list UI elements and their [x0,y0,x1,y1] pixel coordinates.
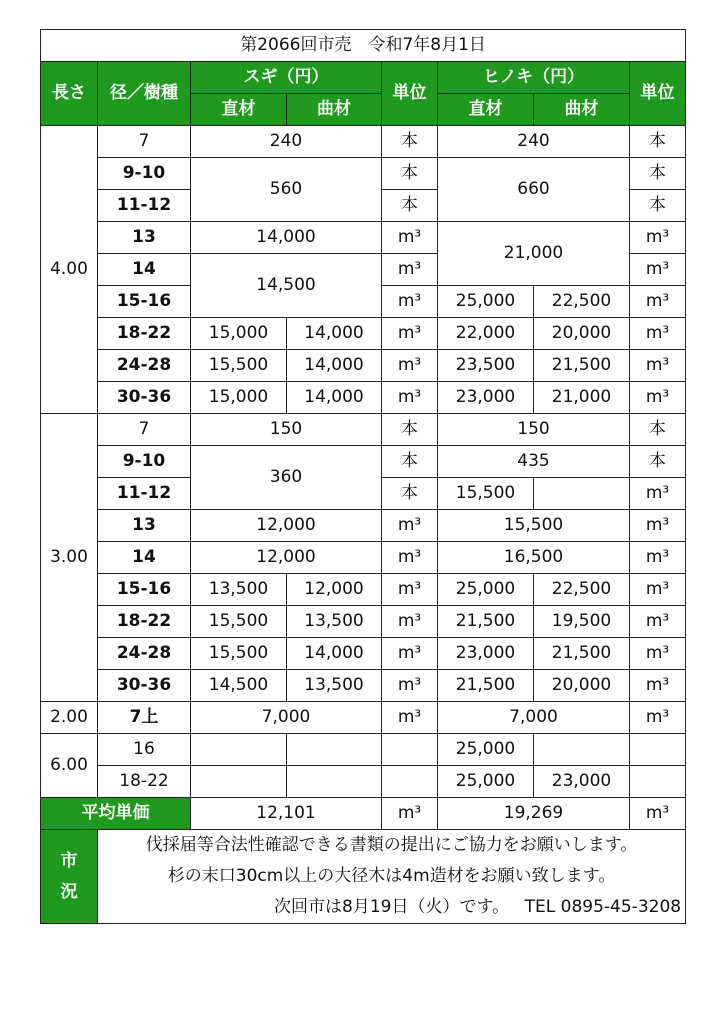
sugi-header: スギ（円） [191,62,382,94]
sugi-straight-price: 13,500 [191,574,287,606]
diameter-cell: 7 [98,126,191,158]
diameter-cell: 9-10 [98,158,191,190]
table-row [41,126,686,158]
sugi-curved-price [287,734,382,766]
hinoki-unit [630,766,686,798]
table-row [41,318,686,350]
sugi-unit: m³ [382,222,438,254]
diameter-cell: 13 [98,510,191,542]
hinoki-unit: m³ [630,574,686,606]
table-row [41,350,686,382]
diameter-cell: 11-12 [98,190,191,222]
length-header: 長さ [41,62,98,126]
hinoki-straight-header: 直材 [438,94,534,126]
hinoki-curved-price: 21,500 [534,638,630,670]
price-sheet [40,29,685,924]
diameter-cell: 30-36 [98,382,191,414]
diameter-cell: 18-22 [98,606,191,638]
hinoki-curved-price: 23,000 [534,766,630,798]
sugi-curved-price: 13,500 [287,670,382,702]
sugi-unit: 本 [382,190,438,222]
sugi-straight-price: 15,500 [191,638,287,670]
sugi-curved-price: 14,000 [287,350,382,382]
sugi-unit: m³ [382,542,438,574]
hinoki-unit: m³ [630,382,686,414]
hinoki-price: 660 [438,158,630,222]
hinoki-unit: m³ [630,254,686,286]
hinoki-price: 7,000 [438,702,630,734]
table-row [41,414,686,446]
sugi-unit: m³ [382,318,438,350]
hinoki-unit: m³ [630,222,686,254]
diameter-cell: 24-28 [98,638,191,670]
hinoki-curved-price [534,734,630,766]
sugi-unit: m³ [382,638,438,670]
hinoki-price: 15,500 [438,510,630,542]
hinoki-straight-price: 21,500 [438,606,534,638]
hinoki-straight-price: 25,000 [438,574,534,606]
sugi-unit: 本 [382,414,438,446]
average-label: 平均単価 [41,798,191,830]
sugi-unit [382,734,438,766]
hinoki-unit: m³ [630,542,686,574]
hinoki-straight-price: 23,000 [438,638,534,670]
sugi-straight-price: 15,000 [191,382,287,414]
hinoki-unit: m³ [630,318,686,350]
hinoki-straight-price: 25,000 [438,766,534,798]
sugi-unit [382,766,438,798]
table-row [41,222,686,254]
length-cell: 3.00 [41,414,98,702]
table-row [41,382,686,414]
diameter-cell: 24-28 [98,350,191,382]
sugi-price: 360 [191,446,382,510]
length-cell: 4.00 [41,126,98,414]
sugi-price: 150 [191,414,382,446]
hinoki-unit: m³ [630,670,686,702]
note-line: 伐採届等合法性確認できる書類の提出にご協力をお願いします。 [145,835,638,855]
sugi-straight-price: 15,500 [191,606,287,638]
sugi-unit: m³ [382,254,438,286]
table-row [41,670,686,702]
sugi-price: 12,000 [191,542,382,574]
diameter-cell: 30-36 [98,670,191,702]
length-cell: 2.00 [41,702,98,734]
market-label-1: 市 [60,850,78,871]
hinoki-curved-price: 20,000 [534,318,630,350]
hinoki-unit: 本 [630,190,686,222]
hinoki-header: ヒノキ（円） [438,62,630,94]
hinoki-curved-price: 19,500 [534,606,630,638]
hinoki-price: 435 [438,446,630,478]
diameter-cell: 15-16 [98,286,191,318]
sugi-unit: m³ [382,702,438,734]
hinoki-curved-header: 曲材 [534,94,630,126]
sugi-unit-header: 単位 [382,62,438,126]
sugi-unit: m³ [382,670,438,702]
hinoki-straight-price: 23,000 [438,382,534,414]
diameter-cell: 13 [98,222,191,254]
sugi-price: 560 [191,158,382,222]
sugi-unit: 本 [382,126,438,158]
hinoki-straight-price: 21,500 [438,670,534,702]
sugi-curved-price: 14,000 [287,382,382,414]
sugi-curved-price: 12,000 [287,574,382,606]
sugi-unit: 本 [382,158,438,190]
hinoki-average: 19,269 [438,798,630,830]
hinoki-unit: 本 [630,126,686,158]
hinoki-unit: 本 [630,158,686,190]
sugi-curved-price: 14,000 [287,318,382,350]
diameter-cell: 15-16 [98,574,191,606]
diameter-cell: 14 [98,542,191,574]
length-cell: 6.00 [41,734,98,798]
table-row [41,766,686,798]
price-table [40,29,686,924]
hinoki-unit: m³ [630,510,686,542]
diameter-cell: 11-12 [98,478,191,510]
hinoki-straight-price: 15,500 [438,478,534,510]
sugi-curved-header: 曲材 [287,94,382,126]
sugi-unit: m³ [382,286,438,318]
sugi-unit: m³ [382,382,438,414]
sugi-price: 240 [191,126,382,158]
sugi-unit: m³ [382,606,438,638]
hinoki-unit: 本 [630,414,686,446]
hinoki-unit: m³ [630,798,686,830]
sugi-straight-price: 15,500 [191,350,287,382]
hinoki-curved-price: 20,000 [534,670,630,702]
sugi-straight-price [191,766,287,798]
table-row [41,510,686,542]
average-row [41,798,686,830]
hinoki-curved-price: 22,500 [534,286,630,318]
hinoki-unit: m³ [630,286,686,318]
sugi-unit: m³ [382,574,438,606]
market-notes [98,830,686,924]
diameter-cell: 7 [98,414,191,446]
diameter-cell: 18-22 [98,766,191,798]
table-row [41,734,686,766]
hinoki-price: 150 [438,414,630,446]
telephone: TEL 0895-45-3208 [524,897,682,917]
hinoki-unit: m³ [630,702,686,734]
hinoki-curved-price: 22,500 [534,574,630,606]
sugi-price: 14,500 [191,254,382,318]
table-row [41,158,686,190]
sugi-curved-price [287,766,382,798]
sugi-straight-price: 15,000 [191,318,287,350]
sugi-unit: m³ [382,798,438,830]
diameter-header: 径／樹種 [98,62,191,126]
sugi-straight-price [191,734,287,766]
hinoki-unit: m³ [630,350,686,382]
hinoki-unit: 本 [630,446,686,478]
sugi-unit: 本 [382,446,438,478]
sugi-curved-price: 13,500 [287,606,382,638]
hinoki-straight-price: 22,000 [438,318,534,350]
diameter-cell: 16 [98,734,191,766]
table-row [41,606,686,638]
note-line: 次回市は8月19日（火）です。 [274,897,510,917]
hinoki-price: 16,500 [438,542,630,574]
sugi-unit: m³ [382,510,438,542]
diameter-cell: 14 [98,254,191,286]
diameter-cell: 7上 [98,702,191,734]
sugi-straight-header: 直材 [191,94,287,126]
sugi-average: 12,101 [191,798,382,830]
hinoki-straight-price: 23,500 [438,350,534,382]
hinoki-straight-price: 25,000 [438,286,534,318]
sugi-price: 7,000 [191,702,382,734]
sugi-unit: m³ [382,350,438,382]
hinoki-price: 240 [438,126,630,158]
hinoki-unit: m³ [630,638,686,670]
sugi-price: 12,000 [191,510,382,542]
hinoki-unit [630,734,686,766]
sugi-straight-price: 14,500 [191,670,287,702]
table-row [41,702,686,734]
market-row [41,830,686,924]
hinoki-price: 21,000 [438,222,630,286]
sheet-title: 第2066回市売 令和7年8月1日 [41,30,686,62]
hinoki-unit: m³ [630,478,686,510]
table-row [41,542,686,574]
hinoki-straight-price: 25,000 [438,734,534,766]
diameter-cell: 18-22 [98,318,191,350]
market-label-2: 況 [60,881,78,902]
note-line: 杉の末口30cm以上の大径木は4m造材をお願い致します。 [167,866,616,886]
market-label [41,830,98,924]
hinoki-unit-header: 単位 [630,62,686,126]
sugi-curved-price: 14,000 [287,638,382,670]
hinoki-curved-price: 21,000 [534,382,630,414]
table-row [41,574,686,606]
sugi-price: 14,000 [191,222,382,254]
hinoki-unit: m³ [630,606,686,638]
hinoki-curved-price: 21,500 [534,350,630,382]
table-row [41,638,686,670]
sugi-unit: 本 [382,478,438,510]
hinoki-curved-price [534,478,630,510]
diameter-cell: 9-10 [98,446,191,478]
table-row [41,446,686,478]
